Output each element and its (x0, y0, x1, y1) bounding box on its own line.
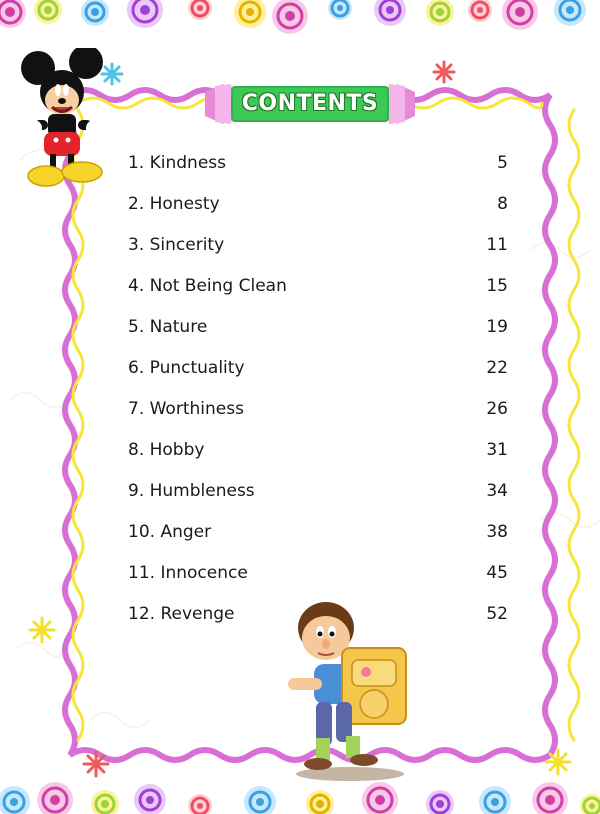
toc-entry (128, 394, 512, 435)
toc-entry-page: 34 (486, 481, 508, 501)
toc-entry-page: 22 (486, 358, 508, 378)
toc-entry-page: 45 (486, 563, 508, 583)
toc-entry-title: 1. Kindness (128, 153, 227, 173)
toc-entry-title: 3. Sincerity (128, 235, 225, 255)
toc-entry (128, 435, 512, 476)
toc-entry-page: 26 (486, 399, 508, 419)
toc-entry-title: 5. Nature (128, 317, 208, 337)
toc-entry-page: 19 (486, 317, 508, 337)
toc-entry-title: 2. Honesty (128, 194, 220, 214)
toc-entry-page: 15 (486, 276, 508, 296)
toc-entry (128, 517, 512, 558)
toc-entry-title: 9. Humbleness (128, 481, 255, 501)
toc-entry (128, 476, 512, 517)
toc-entry-title: 10. Anger (128, 522, 212, 542)
toc-entry-page: 52 (486, 604, 508, 624)
mouse-character (20, 48, 112, 194)
toc-entry (128, 189, 512, 230)
toc-entry (128, 148, 512, 189)
boy-with-backpack (282, 598, 422, 783)
bottom-flower-border (0, 782, 600, 814)
toc-entry-title: 8. Hobby (128, 440, 205, 460)
toc-entry-page: 11 (486, 235, 508, 255)
toc-entry (128, 271, 512, 312)
page-title: CONTENTS (241, 91, 379, 116)
toc-entry-page: 31 (486, 440, 508, 460)
toc-entry-page: 5 (497, 153, 508, 173)
toc-entry-title: 4. Not Being Clean (128, 276, 287, 296)
top-flower-border (0, 0, 586, 34)
toc-entry (128, 312, 512, 353)
table-of-contents (128, 148, 512, 640)
toc-entry (128, 230, 512, 271)
toc-entry-title: 12. Revenge (128, 604, 235, 624)
toc-entry-title: 7. Worthiness (128, 399, 244, 419)
toc-entry (128, 558, 512, 599)
toc-entry-page: 8 (497, 194, 508, 214)
toc-entry-page: 38 (486, 522, 508, 542)
toc-entry (128, 353, 512, 394)
toc-entry-title: 6. Punctuality (128, 358, 245, 378)
toc-entry-title: 11. Innocence (128, 563, 248, 583)
